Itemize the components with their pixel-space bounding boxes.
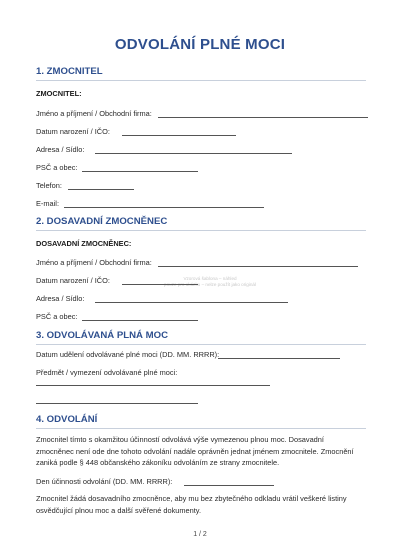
fill-line[interactable] <box>158 117 368 118</box>
section-2-heading: 2. DOSAVADNÍ ZMOCNĚNEC <box>36 216 168 227</box>
zmocnenec-name-field[interactable] <box>36 258 358 268</box>
paragraph-line: zaniká podle § 448 občanského zákoníku odvoláním ze strany zmocnitele. <box>36 458 280 468</box>
scope-fill-line-1[interactable] <box>36 385 270 386</box>
section-3-rule <box>36 344 366 345</box>
section-2-subheading: DOSAVADNÍ ZMOCNĚNEC: <box>36 239 132 248</box>
field-label: Den účinnosti odvolání (DD. MM. RRRR): <box>36 477 173 486</box>
zmocnenec-address-field[interactable] <box>36 294 288 304</box>
fill-line[interactable] <box>82 320 198 321</box>
fill-line[interactable] <box>158 266 358 267</box>
fill-line[interactable] <box>68 189 134 190</box>
fill-line[interactable] <box>218 358 340 359</box>
zmocnitel-name-field[interactable] <box>36 109 368 119</box>
return-documents-paragraph <box>36 493 368 516</box>
section-1-heading: 1. ZMOCNITEL <box>36 66 103 77</box>
field-label: Adresa / Sídlo: <box>36 294 85 303</box>
paragraph-line: zmocněnec není ode dne tohoto odvolání nadále oprávněn jednat jménem zmocnitele. Zmocnění <box>36 446 354 456</box>
scope-field <box>36 368 276 378</box>
field-label: Datum narození / IČO: <box>36 127 110 136</box>
revocation-paragraph <box>36 434 368 469</box>
zmocnitel-email-field[interactable] <box>36 199 264 209</box>
paragraph-line: osvědčující plnou moc a další svěřené dokumenty. <box>36 505 202 515</box>
section-1-rule <box>36 80 366 81</box>
field-label: Jméno a příjmení / Obchodní firma: <box>36 258 152 267</box>
fill-line[interactable] <box>122 284 198 285</box>
field-label: E-mail: <box>36 199 59 208</box>
scope-fill-line-2[interactable] <box>36 403 198 404</box>
document-title: ODVOLÁNÍ PLNÉ MOCI <box>114 36 286 53</box>
fill-line[interactable] <box>95 153 292 154</box>
section-3-heading: 3. ODVOLÁVANÁ PLNÁ MOC <box>36 330 169 341</box>
zmocnitel-phone-field[interactable] <box>36 181 134 191</box>
zmocnitel-address-field[interactable] <box>36 145 292 155</box>
paragraph-line: Zmocnitel žádá dosavadního zmocněnce, aby mu bez zbytečného odkladu vrátil veškeré listiny <box>36 494 347 503</box>
section-4-rule <box>36 428 366 429</box>
field-label: Datum udělení odvolávané plné moci (DD. MM. RRRR): <box>36 350 220 359</box>
field-label: Datum narození / IČO: <box>36 276 110 285</box>
grant-date-field[interactable] <box>36 350 340 360</box>
fill-line[interactable] <box>184 485 274 486</box>
effective-date-field[interactable] <box>36 477 274 487</box>
watermark-line-2: pouze pro ukázku – nelze použít jako originál <box>164 282 256 287</box>
section-1-subheading: ZMOCNITEL: <box>36 89 82 98</box>
paragraph-line: Zmocnitel tímto s okamžitou účinností odvolává výše vymezenou plnou moc. Dosavadní <box>36 435 324 444</box>
field-label: PSČ a obec: <box>36 312 78 321</box>
fill-line[interactable] <box>64 207 264 208</box>
zmocnitel-city-field[interactable] <box>36 163 198 173</box>
zmocnenec-birthdate-field[interactable] <box>36 276 198 286</box>
fill-line[interactable] <box>122 135 236 136</box>
field-label: PSČ a obec: <box>36 163 78 172</box>
page-number: 1 / 2 <box>193 531 207 538</box>
field-label: Jméno a příjmení / Obchodní firma: <box>36 109 152 118</box>
field-label: Předmět / vymezení odvolávané plné moci: <box>36 368 178 377</box>
section-2-rule <box>36 230 366 231</box>
zmocnenec-city-field[interactable] <box>36 312 198 322</box>
field-label: Adresa / Sídlo: <box>36 145 85 154</box>
fill-line[interactable] <box>82 171 198 172</box>
watermark-line-1: Vzorová šablona – náhled <box>183 276 237 281</box>
fill-line[interactable] <box>95 302 288 303</box>
field-label: Telefon: <box>36 181 62 190</box>
section-4-heading: 4. ODVOLÁNÍ <box>36 414 98 425</box>
zmocnitel-birthdate-field[interactable] <box>36 127 236 137</box>
